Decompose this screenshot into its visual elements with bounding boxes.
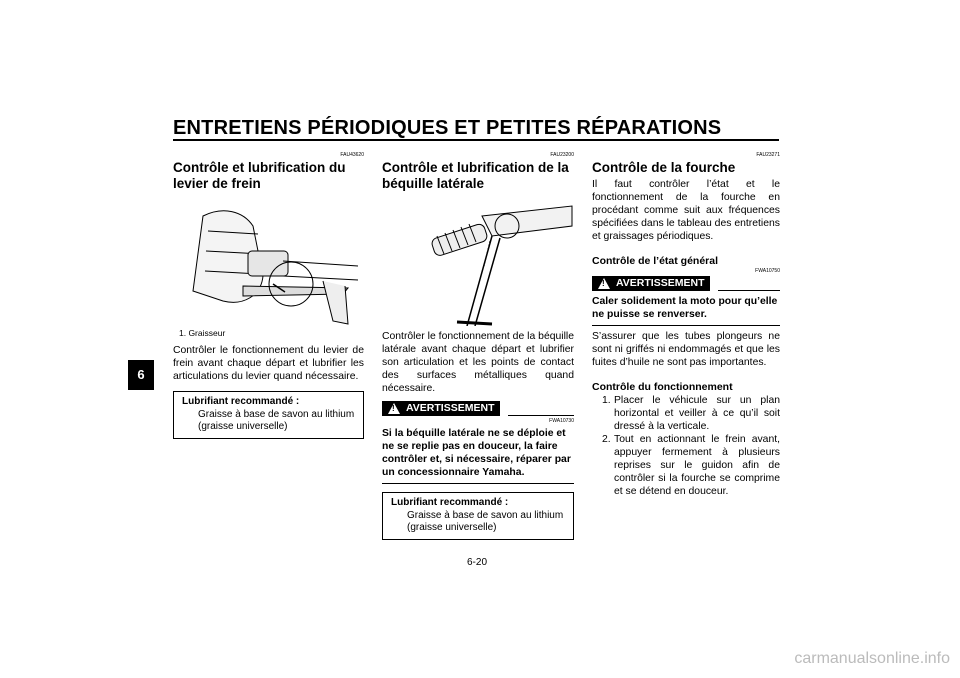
section-paragraph: Contrôler le fonctionnement de la béquille latérale avant chaque départ et lubrifier son articulation et les points de contact des surfaces métalliques quand nécessaire. [382, 331, 574, 394]
warning-rule [718, 290, 780, 291]
warning-triangle-icon: ! [598, 278, 610, 289]
section-heading: Contrôle de la fourche [592, 160, 736, 175]
warning-label: AVERTISSEMENT [616, 277, 705, 289]
warning-badge [382, 401, 500, 416]
column-brake-lever [173, 152, 364, 439]
chapter-tab: 6 [128, 360, 154, 390]
box-title: Lubrifiant recommandé : [391, 497, 509, 508]
list-item: 2. Tout en actionnant le frein avant, appuyer fermement à plusieurs reprises sur le guidon afin de contrôler si la fourche se comprime et se détend en douceur. [602, 434, 780, 497]
page-title: ENTRETIENS PÉRIODIQUES ET PETITES RÉPARATIONS [173, 117, 722, 139]
section-code: FAU43620 [340, 152, 364, 158]
page-number: 6-20 [467, 557, 488, 568]
warning-end-rule [382, 483, 574, 484]
warning-code: FWA10730 [549, 418, 574, 424]
warning-rule [508, 415, 574, 416]
brake-lever-illustration [173, 196, 364, 326]
box-line: (graisse universelle) [407, 522, 497, 533]
steps-list [592, 394, 780, 498]
lubricant-box [173, 391, 364, 439]
box-line: Graisse à base de savon au lithium [407, 509, 564, 521]
warning-text: Si la béquille latérale ne se déploie et ne se replie pas en douceur, la faire contrôler et, si nécessaire, réparer par un concessionnaire Yamaha. [382, 428, 571, 478]
section-paragraph: S’assurer que les tubes plongeurs ne sont ni griffés ni endommagés et que les fuites d’huile ne sont pas importantes. [592, 331, 780, 368]
figure-caption: 1. Graisseur [179, 328, 226, 338]
warning-badge [592, 276, 710, 291]
warning-code: FWA10750 [755, 268, 780, 274]
section-paragraph: Contrôler le fonctionnement du levier de frein avant chaque départ et lubrifier les articulations du levier quand nécessaire. [173, 345, 364, 382]
box-line: (graisse universelle) [198, 421, 288, 432]
section-heading: Contrôle et lubrification de la béquille latérale [382, 160, 569, 191]
column-fork [592, 152, 780, 498]
subheading-operation: Contrôle du fonctionnement [592, 381, 733, 393]
box-title: Lubrifiant recommandé : [182, 396, 300, 407]
title-rule [173, 139, 779, 141]
warning-end-rule [592, 325, 780, 326]
section-code: FAU23200 [550, 152, 574, 158]
lubricant-box [382, 492, 574, 540]
warning-triangle-icon: ! [388, 403, 400, 414]
subheading-general: Contrôle de l’état général [592, 255, 719, 267]
warning-text: Caler solidement la moto pour qu’elle ne puisse se renverser. [592, 296, 778, 320]
warning-label: AVERTISSEMENT [406, 402, 495, 414]
column-sidestand [382, 152, 574, 540]
watermark: carmanualsonline.info [794, 650, 950, 667]
section-paragraph: Il faut contrôler l’état et le fonctionnement de la fourche en procédant comme suit aux fréquences spécifiées dans le tableau des entretiens et graissages périodiques. [592, 179, 780, 242]
warning-banner [382, 401, 574, 416]
sidestand-illustration [382, 196, 574, 326]
box-line: Graisse à base de savon au lithium [198, 408, 355, 420]
list-item: 1. Placer le véhicule sur un plan horizontal et veiller à ce qu’il soit dressé à la verticale. [602, 395, 780, 432]
section-heading: Contrôle et lubrification du levier de frein [173, 160, 346, 191]
section-code: FAU23271 [756, 152, 780, 158]
warning-banner [592, 276, 780, 291]
